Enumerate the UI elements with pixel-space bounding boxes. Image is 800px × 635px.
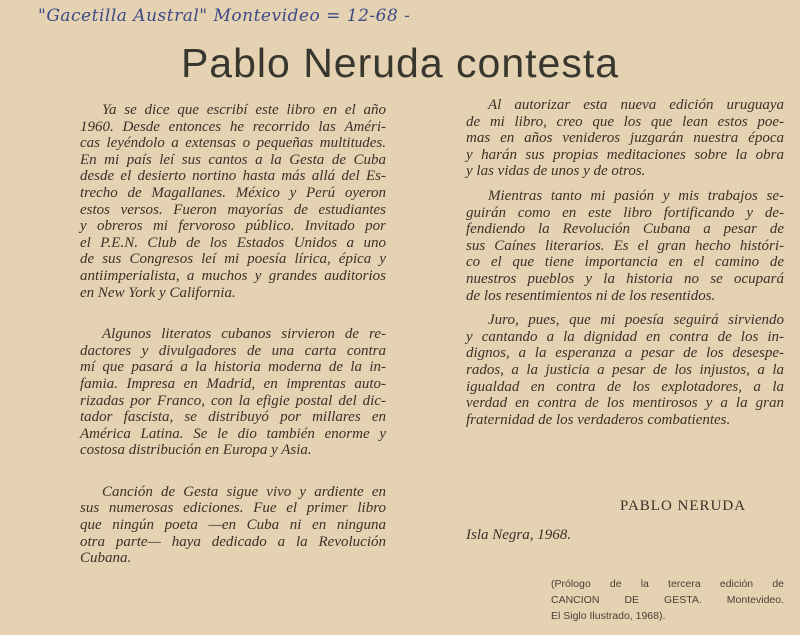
text-line: Ya se dice que escribí este libro en el año (102, 102, 386, 118)
text-line: rados, a la justicia a pesar de los injustos, a la (466, 361, 784, 378)
paragraph (80, 326, 386, 459)
text-line: Mientras tanto mi pasión y mis trabajos se- (488, 187, 784, 204)
text-line: nuestros pueblos y la historia no se ocupará (466, 270, 784, 287)
text-line: que ningún poeta —en Cuba ni en ninguna (80, 517, 386, 534)
text-line: tador fascista, se distribuyó por millares en (80, 409, 386, 426)
text-line: costosa distribución en Europa y Asia. (80, 442, 312, 459)
footnote-line: (Prólogo de la tercera edición de (551, 578, 784, 590)
text-line: 1960. Desde entonces he recorrido las Améri- (80, 118, 386, 135)
text-line: Algunos literatos cubanos sirvieron de re- (102, 326, 386, 343)
text-line: sus numerosas ediciones. Fue el primer libro (80, 500, 386, 517)
text-line: de los resentimientos ni de los resentidos. (466, 287, 716, 304)
text-line: y cantando a la dignidad en contra de los in- (466, 328, 784, 345)
text-line: de sus Congresos leí mi poesía lírica, épica y (80, 251, 386, 268)
text-line: y harán sus propias meditaciones sobre la obra (466, 146, 784, 163)
right-column (466, 97, 784, 436)
text-line: mí que pasará a la historia moderna de la in- (80, 359, 386, 376)
text-line: cas leyéndolo a extensas o pequeñas multitudes. (80, 135, 386, 152)
text-line: guirán como en este libro fortificando y de- (466, 204, 784, 221)
text-line: antiimperialista, a muchos y grandes auditorios (80, 267, 386, 284)
footnote (551, 576, 784, 624)
text-line: rizadas por Franco, con la efigie postal del dic- (80, 392, 386, 409)
text-line: sus Caínes literarios. Es el gran hecho históri- (466, 237, 784, 254)
text-line: famia. Impresa en Madrid, en imprentas auto- (80, 375, 386, 392)
footnote-line: El Siglo Ilustrado, 1968). (551, 610, 666, 622)
text-line: Al autorizar esta nueva edición uruguaya (488, 97, 784, 113)
text-line: dactores y divulgadores de una carta contra (80, 342, 386, 359)
paragraph (466, 312, 784, 428)
paragraph (466, 188, 784, 304)
text-line: verdad en contra de los mentirosos y a la gran (466, 395, 784, 412)
text-line: trecho de Magallanes. México y Perú oyeron (80, 184, 386, 201)
article-title: Pablo Neruda contesta (180, 40, 620, 86)
footnote-line: CANCION DE GESTA. Montevideo. (551, 594, 784, 606)
text-line: otra parte— haya dedicado a la Revolución (80, 533, 386, 550)
text-line: En mi país leí sus cantos a la Gesta de Cuba (80, 151, 386, 168)
text-line: América Latina. Se le dio también enorme y (80, 425, 386, 442)
text-line: dignos, a la esperanza a pesar de los desespe- (466, 345, 784, 362)
text-line: Cubana. (80, 550, 132, 567)
signature: PABLO NERUDA (620, 498, 747, 514)
text-line: de mi libro, creo que los que lean estos poe- (466, 113, 784, 130)
text-line: igualdad en contra de los explotadores, a la (466, 378, 784, 395)
paragraph (80, 102, 386, 301)
text-line: estos versos. Fueron mayorías de estudiantes (80, 201, 386, 218)
handwritten-note: "Gacetilla Austral" Montevideo = 12-68 - (38, 6, 411, 26)
text-line: mas en años venideros juzgarán nuestra época (466, 130, 784, 147)
text-line: y las vidas de unos y de otros. (466, 163, 646, 180)
text-line: co el que tiene importancia en el camino de (466, 254, 784, 271)
text-line: y obreros mi fervoroso público. Invitado por (80, 218, 386, 235)
text-line: Canción de Gesta sigue vivo y ardiente en (102, 483, 386, 500)
text-line: Juro, pues, que mi poesía seguirá sirviendo (488, 312, 784, 329)
paragraph (466, 97, 784, 180)
text-line: fraternidad de los verdaderos combatientes. (466, 411, 731, 428)
paragraph (80, 484, 386, 567)
text-line: fendiendo la Revolución Cubana a pesar de (466, 221, 784, 238)
left-column (80, 102, 386, 592)
text-line: en New York y California. (80, 284, 236, 301)
text-line: el P.E.N. Club de los Estados Unidos a uno (80, 234, 386, 251)
place-date: Isla Negra, 1968. (466, 527, 571, 543)
text-line: desde el desierto nortino hasta más allá del Es- (80, 168, 386, 185)
